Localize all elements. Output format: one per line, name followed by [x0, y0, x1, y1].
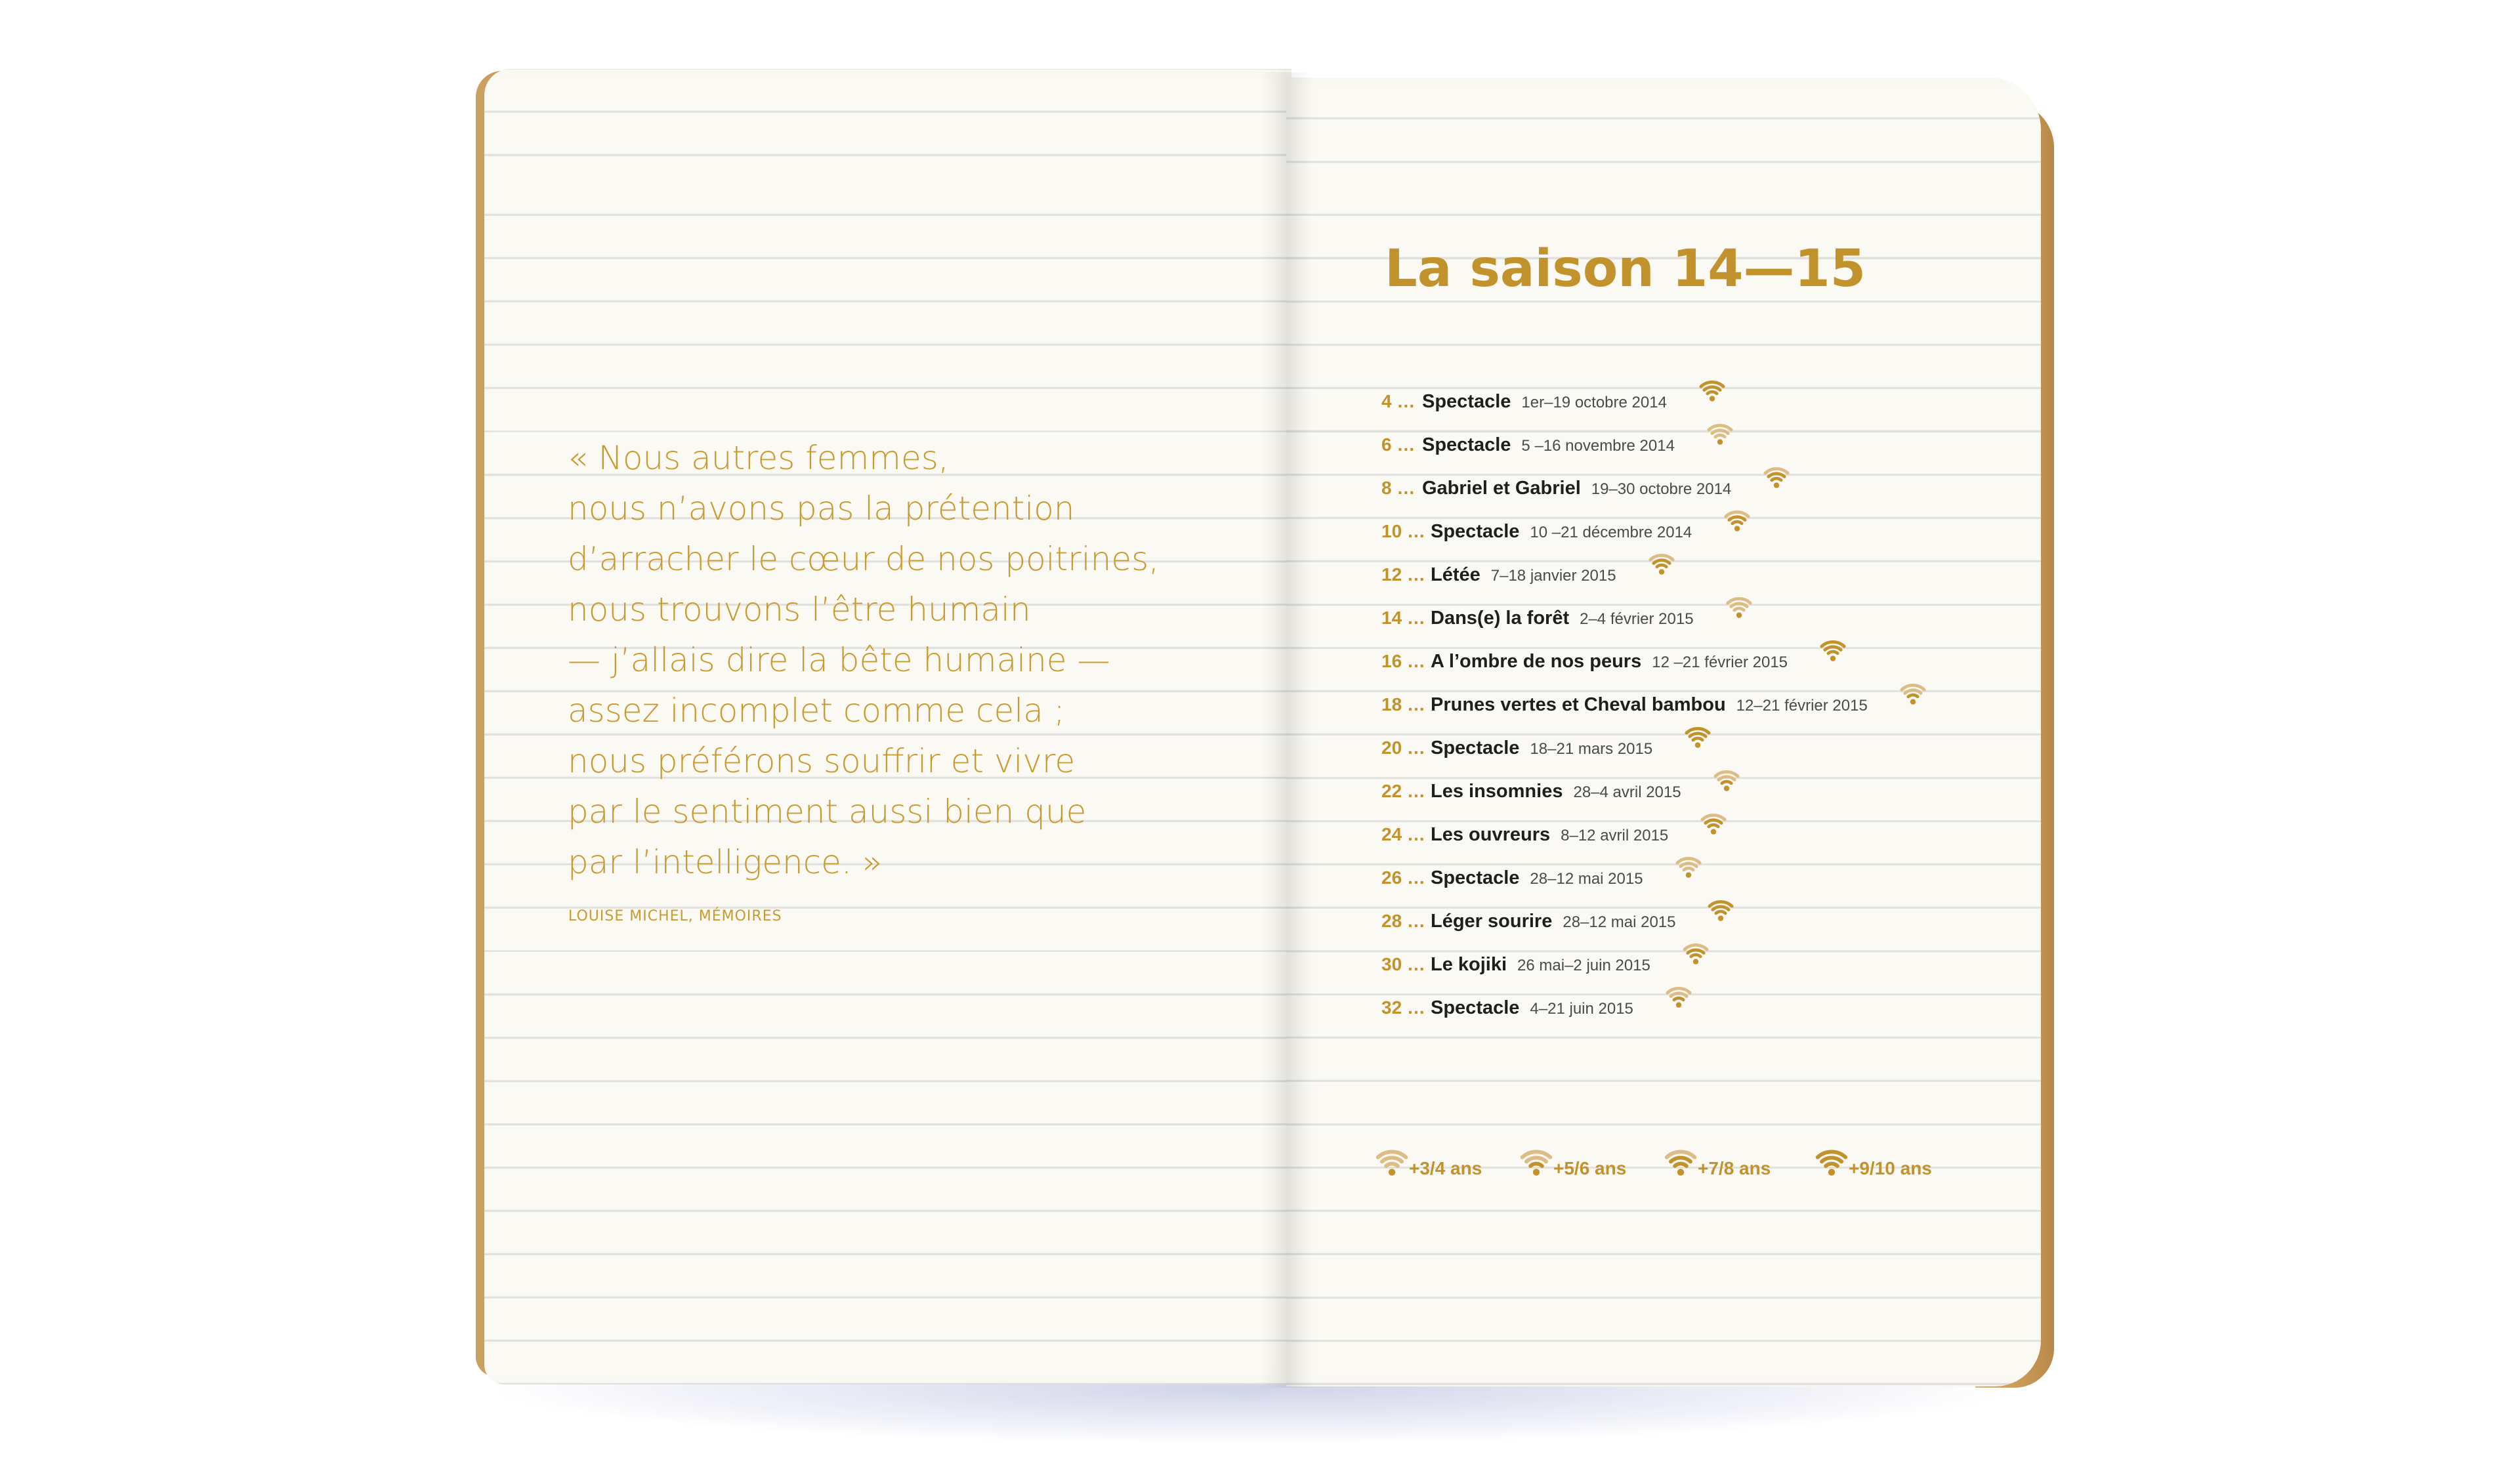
age-rating-icon	[1723, 507, 1751, 534]
legend-label: +7/8 ans	[1698, 1158, 1771, 1178]
toc-show-title: Prunes vertes et Cheval bambou	[1431, 694, 1726, 715]
toc-entry	[1431, 521, 1692, 543]
toc-show-title: Les ouvreurs	[1431, 824, 1551, 845]
age-rating-icon	[1700, 810, 1727, 837]
toc-page-number: 32 …	[1381, 997, 1425, 1018]
toc-entry	[1431, 737, 1652, 759]
age-rating-icon	[1519, 1145, 1553, 1179]
age-rating-icon	[1713, 766, 1740, 794]
age-rating-icon	[1763, 463, 1790, 491]
toc-show-dates: 28–12 mai 2015	[1563, 913, 1676, 931]
toc-page-number: 6 …	[1381, 434, 1416, 455]
toc-show-dates: 8–12 avril 2015	[1561, 827, 1669, 844]
toc-entry	[1431, 867, 1643, 889]
toc-show-title: Létée	[1431, 564, 1480, 585]
toc-entry	[1431, 651, 1788, 673]
book-gutter	[1260, 72, 1312, 1388]
toc-row	[1381, 517, 2025, 560]
toc-entry	[1431, 694, 1868, 716]
toc-show-dates: 1er–19 octobre 2014	[1521, 394, 1667, 411]
toc-page-number: 30 …	[1381, 954, 1425, 974]
toc-page-number: 24 …	[1381, 824, 1425, 844]
toc-show-title: Spectacle	[1431, 737, 1520, 758]
toc-page-number: 4 …	[1381, 391, 1416, 411]
toc-row	[1381, 734, 2025, 777]
quote-line: « Nous autres femmes,	[568, 439, 949, 477]
toc-page-number: 8 …	[1381, 478, 1416, 498]
toc-page-number: 16 …	[1381, 651, 1425, 671]
quote-line: nous n’avons pas la prétention	[568, 489, 1075, 528]
toc-page-number: 26 …	[1381, 867, 1425, 888]
season-title: La saison 14—15	[1385, 239, 1866, 299]
toc-show-title: Le kojiki	[1431, 954, 1507, 975]
age-rating-icon	[1675, 853, 1702, 881]
age-rating-icon	[1819, 636, 1847, 664]
toc-show-dates: 10 –21 décembre 2014	[1530, 524, 1692, 541]
age-rating-icon	[1815, 1145, 1849, 1179]
legend-label: +5/6 ans	[1553, 1158, 1627, 1178]
toc-page-number: 22 …	[1381, 781, 1425, 801]
quote-line: — j’allais dire la bête humaine —	[568, 641, 1110, 679]
toc-show-dates: 12 –21 février 2015	[1652, 654, 1788, 671]
legend-label: +9/10 ans	[1849, 1158, 1932, 1178]
toc-entry	[1422, 391, 1667, 413]
toc-entry	[1431, 564, 1616, 586]
toc-entry	[1422, 478, 1731, 499]
age-rating-icon	[1707, 896, 1734, 924]
age-rating-icon	[1706, 420, 1734, 447]
quote-source: LOUISE MICHEL, MÉMOIRES	[568, 908, 782, 924]
toc-row	[1381, 560, 2025, 604]
quote-line: nous trouvons l’être humain	[568, 591, 1031, 629]
toc-show-title: Spectacle	[1431, 521, 1520, 542]
toc-row	[1381, 604, 2025, 647]
toc-show-title: Dans(e) la forêt	[1431, 608, 1570, 629]
toc-entry	[1431, 911, 1675, 932]
toc-show-dates: 4–21 juin 2015	[1530, 1000, 1633, 1018]
toc-row	[1381, 387, 2025, 430]
toc-entry	[1431, 781, 1681, 802]
toc-show-title: Les insomnies	[1431, 781, 1563, 802]
toc-page-number: 28 …	[1381, 911, 1425, 931]
quote-line: par l’intelligence. »	[568, 843, 883, 881]
toc-show-title: Spectacle	[1431, 867, 1520, 888]
toc-row	[1381, 950, 2025, 993]
toc-row	[1381, 430, 2025, 474]
age-rating-icon	[1682, 940, 1710, 967]
toc-show-title: Léger sourire	[1431, 911, 1553, 932]
quote-line: d’arracher le cœur de nos poitrines,	[568, 540, 1160, 578]
toc-show-dates: 7–18 janvier 2015	[1490, 567, 1616, 585]
age-rating-icon	[1375, 1145, 1409, 1179]
toc-show-title: Spectacle	[1422, 391, 1511, 412]
toc-show-dates: 19–30 octobre 2014	[1591, 480, 1732, 498]
toc-page-number: 20 …	[1381, 737, 1425, 758]
toc-row	[1381, 993, 2025, 1037]
age-rating-icon	[1664, 1145, 1698, 1179]
toc-row	[1381, 863, 2025, 907]
toc-show-dates: 12–21 février 2015	[1736, 697, 1868, 715]
age-rating-icon	[1684, 723, 1712, 751]
toc-show-dates: 5 –16 novembre 2014	[1521, 437, 1675, 455]
toc-entry	[1431, 997, 1633, 1019]
age-rating-icon	[1665, 983, 1692, 1010]
toc-show-title: Gabriel et Gabriel	[1422, 478, 1581, 499]
age-rating-icon	[1899, 680, 1927, 707]
toc-show-title: A l’ombre de nos peurs	[1431, 651, 1642, 672]
age-rating-icon	[1725, 593, 1753, 621]
toc-entry	[1431, 824, 1668, 846]
age-rating-icon	[1698, 377, 1726, 404]
toc-page-number: 12 …	[1381, 564, 1425, 585]
toc-page-number: 10 …	[1381, 521, 1425, 541]
toc-row	[1381, 820, 2025, 863]
toc-show-title: Spectacle	[1422, 434, 1511, 455]
quote-line: nous préférons souffrir et vivre	[568, 742, 1076, 780]
toc-page-number: 14 …	[1381, 608, 1425, 628]
toc-show-dates: 2–4 février 2015	[1580, 610, 1694, 628]
quote-block	[568, 433, 1224, 888]
toc-entry	[1422, 434, 1675, 456]
toc-show-dates: 28–12 mai 2015	[1530, 870, 1643, 888]
toc-show-title: Spectacle	[1431, 997, 1520, 1018]
age-rating-icon	[1648, 550, 1675, 577]
quote-line: assez incomplet comme cela ;	[568, 692, 1065, 730]
toc-show-dates: 26 mai–2 juin 2015	[1517, 957, 1650, 974]
season-contents-list	[1381, 387, 2025, 1037]
toc-entry	[1431, 954, 1650, 976]
age-legend	[1375, 1145, 2044, 1191]
toc-show-dates: 28–4 avril 2015	[1573, 783, 1681, 801]
toc-entry	[1431, 608, 1694, 629]
toc-show-dates: 18–21 mars 2015	[1530, 740, 1653, 758]
toc-row	[1381, 647, 2025, 690]
legend-label: +3/4 ans	[1409, 1158, 1482, 1178]
toc-page-number: 18 …	[1381, 694, 1425, 715]
toc-row	[1381, 474, 2025, 517]
quote-line: par le sentiment aussi bien que	[568, 793, 1087, 831]
